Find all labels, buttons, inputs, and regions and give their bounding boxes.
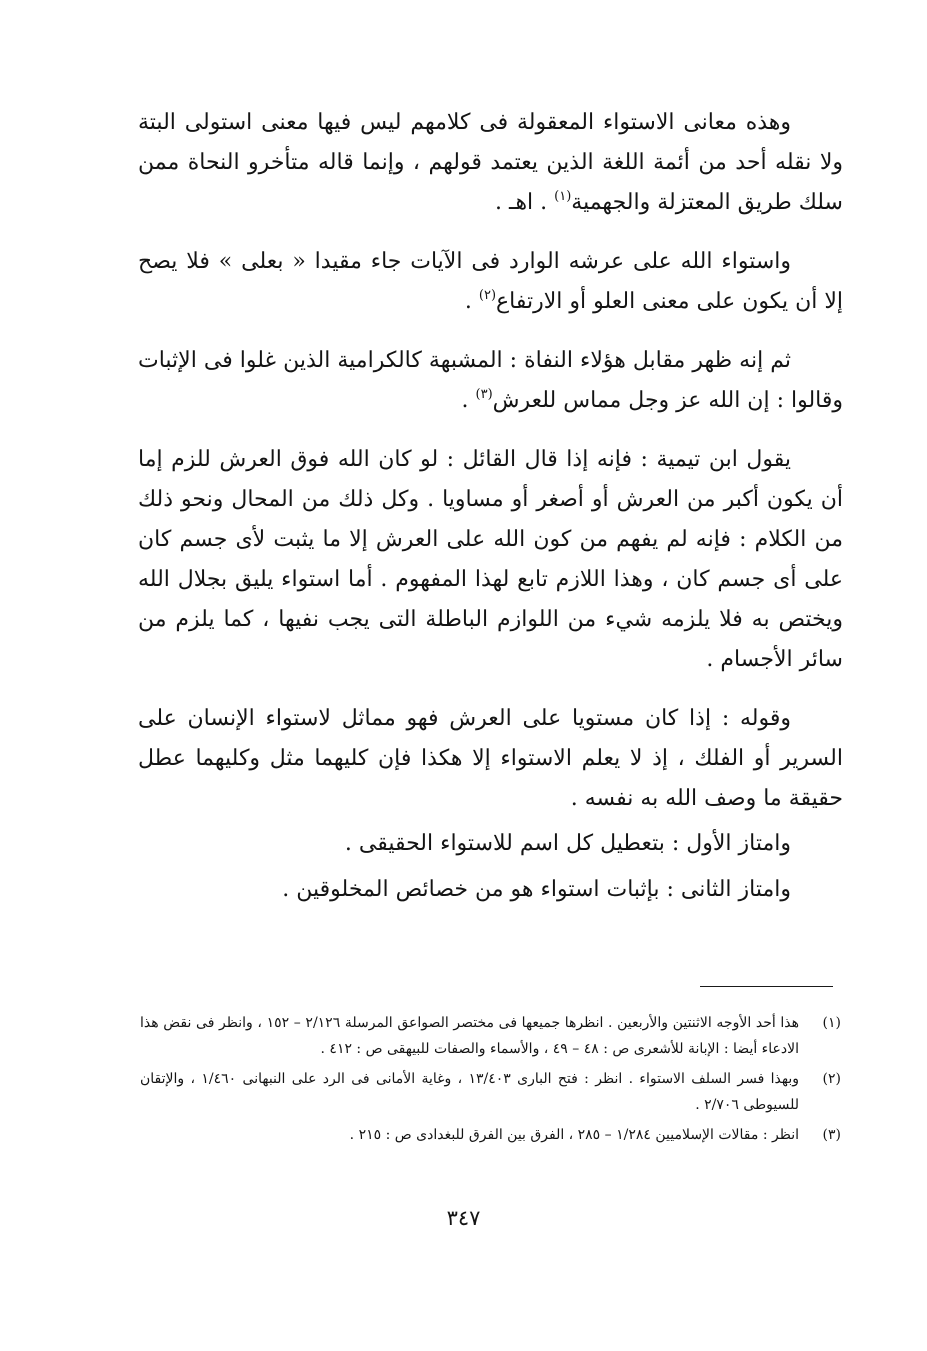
paragraph-text: واستواء الله على عرشه الوارد فى الآيات جاء مقيدا « بعلى » فلا يصح إلا أن يكون على معنى العلو أو الارتفاع: [138, 249, 843, 314]
paragraph-text: يقول ابن تيمية : فإنه إذا قال القائل : لو كان الله فوق العرش للزم إما أن يكون أكبر من العرش أو أصغر أو مساويا . وكل ذلك من المحال ونحو ذلك من الكلام : فإنه لم يفهم من كون الله على العرش إلا ما يثبت لأى جسم كان على أى جسم كان ، وهذا اللازم تابع لهذا المفهوم . أما استواء يليق بجلال الله ويختص به فلا يلزمه شيء من اللوازم الباطلة التى يجب نفيها ، كما يلزم من سائر الأجسام .: [138, 447, 843, 672]
distinction-first: وامتاز الأول : بتعطيل كل اسم للاستواء الحقيقى .: [344, 831, 791, 856]
page-number: ٣٤٧: [446, 1206, 481, 1230]
footnote-text: انظر : مقالات الإسلاميين ١/٢٨٤ – ٢٨٥ ، الفرق بين الفرق للبغدادى ص : ٢١٥ .: [349, 1127, 799, 1143]
footnote-separator: [700, 986, 833, 987]
paragraph-text: وهذه معانى الاستواء المعقولة فى كلامهم ليس فيها معنى استولى البتة ولا نقله أحد من أئمة اللغة الذين يعتمد قولهم ، وإنما قاله متأخرو النحاة ممن سلك طريق المعتزلة والجهمية: [138, 110, 843, 215]
paragraph-2: [138, 242, 843, 322]
paragraph-4: [138, 440, 843, 680]
paragraph-5: [138, 699, 843, 819]
footnote-text: وبهذا فسر السلف الاستواء . انظر : فتح البارى ١٣/٤٠٣ ، وغاية الأمانى فى الرد على النبهانى ١/٤٦٠ ، والإتقان للسيوطى ٢/٧٠٦ .: [140, 1071, 799, 1113]
paragraph-tail: .: [461, 388, 476, 413]
footnote-3: [140, 1122, 841, 1148]
distinction-second: وامتاز الثانى : بإثبات استواء هو من خصائص المخلوقين .: [282, 877, 791, 902]
paragraph-text: ثم إنه ظهر مقابل هؤلاء النفاة : المشبهة كالكرامية الذين غلوا فى الإثبات وقالوا : إن الله عز وجل مماس للعرش: [138, 348, 843, 413]
footnote-number: (٢): [822, 1071, 841, 1087]
footnote-1: [140, 1010, 841, 1062]
footnote-text: هذا أحد الأوجه الاثنتين والأربعين . انظرها جميعها فى مختصر الصواعق المرسلة ٢/١٢٦ – ١٥٢ ، وانظر فى نقض هذا الادعاء أيضا : الإبانة للأشعرى ص : ٤٨ – ٤٩ ، والأسماء والصفات للبيهقى ص : ٤١٢ .: [140, 1015, 800, 1057]
footnote-reference: (١): [554, 189, 572, 204]
footnote-reference: (٢): [478, 288, 497, 303]
footnote-reference: (٣): [475, 387, 493, 402]
paragraph-1: [138, 103, 843, 223]
footnote-2: [140, 1066, 841, 1118]
footnotes: [140, 1010, 841, 1152]
paragraph-text: وقوله : إذا كان مستويا على العرش فهو مماثل لاستواء الإنسان على السرير أو الفلك ، إذ لا يعلم الاستواء إلا هكذا فإن كليهما مثل وكليهما عطل حقيقة ما وصف الله به نفسه .: [138, 706, 843, 811]
paragraph-tail: . اهـ .: [495, 190, 555, 215]
footnote-number: (١): [822, 1015, 841, 1031]
paragraph-3: [138, 341, 843, 421]
paragraph-tail: .: [464, 289, 479, 314]
footnote-number: (٣): [822, 1127, 841, 1143]
main-text: [138, 103, 843, 913]
